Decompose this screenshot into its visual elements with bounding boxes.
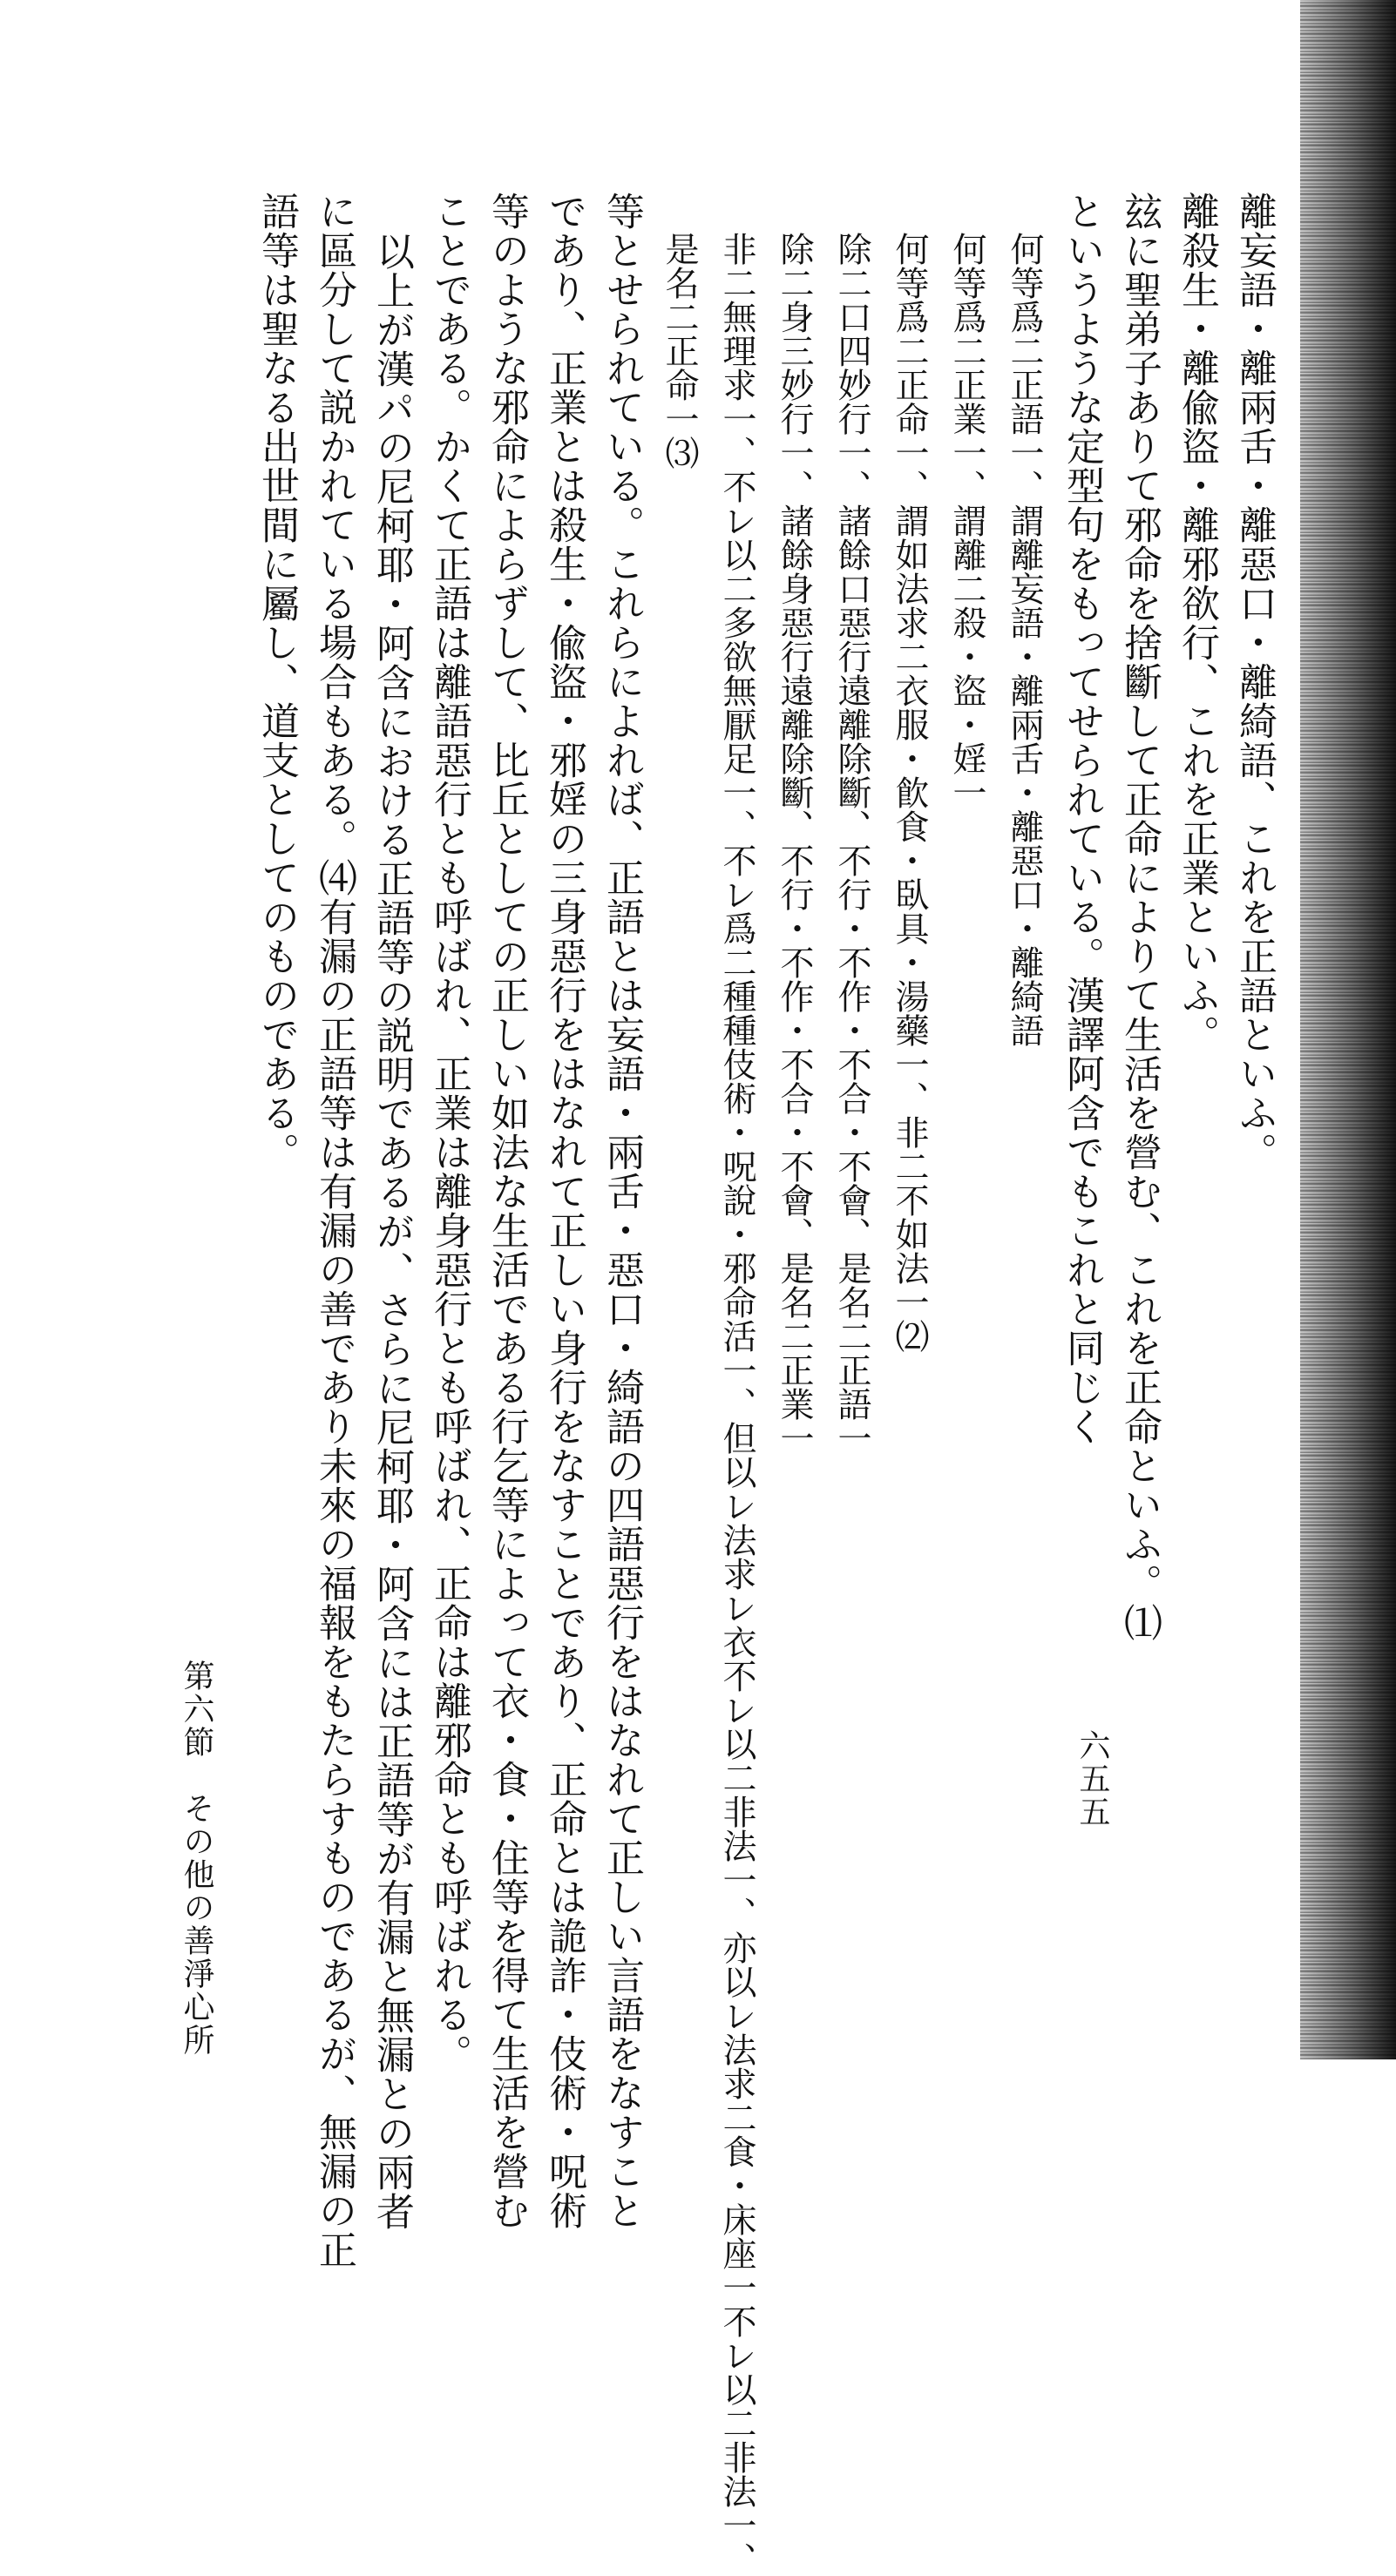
text-line: であり、正業とは殺生・偸盜・邪婬の三身惡行をはなれて正しい身行をなすことであり、正命とは詭詐・伎術・呪術 [542,192,586,2230]
kanbun-line: 非二無理求一、不レ以二多欲無厭足一、不レ爲二種種伎術・呪說・邪命活一、但以レ法求レ衣不レ以二非法一、亦以レ法求二食・床座一不レ以二非法一、 [717,232,756,2576]
kanbun-line: 何等爲二正業一、謂離二殺・盜・婬一 [947,232,986,809]
body-text [247,192,1283,2576]
kanbun-line: 何等爲二正語一、謂離妄語・離兩舌・離惡口・離綺語 [1005,232,1044,1047]
kanbun-line: 除二口四妙行一、諸餘口惡行遠離除斷、不行・不作・不合・不會、是名二正語一 [832,232,871,1455]
scan-edge-noise [1300,0,1396,2059]
text-line: 離殺生・離偸盜・離邪欲行、これを正業といふ。 [1175,192,1219,1054]
text-line: 等とせられている。これらによれば、正語とは妄語・兩舌・惡口・綺語の四語惡行をはなれて正しい言語をなすこと [600,192,644,2230]
kanbun-line: 何等爲二正命一、謂如法求二衣服・飮食・臥具・湯藥一、非二不如法一⑵ [890,232,929,1353]
text-line: というような定型句をもってせられている。漢譯阿含でもこれと同じく [1060,192,1104,1446]
text-line: に區分して説かれている場合もある。⑷有漏の正語等は有漏の善であり未來の福報をもたらすものであるが、無漏の正 [312,192,356,2269]
text-line: 語等は聖なる出世間に屬し、道支としてのものである。 [254,192,299,1172]
running-footer: 第六節 その他の善淨心所 [179,1660,214,2057]
paragraph-start-line: 以上が漢パの尼柯耶・阿含における正語等の説明であるが、さらに尼柯耶・阿含には正語等が有漏と無漏との兩者 [369,232,414,2231]
text-line: 等のような邪命によらずして、比丘としての正しい如法な生活である行乞等によって衣・食・住等を得て生活を營む [485,192,529,2230]
text-line: ことである。かくて正語は離語惡行とも呼ばれ、正業は離身惡行とも呼ばれ、正命は離邪命とも呼ばれる。 [427,192,471,2073]
text-line: 玆に聖弟子ありて邪命を捨斷して正命によりて生活を營む、これを正命といふ。⑴ [1117,192,1162,1642]
kanbun-line: 除二身三妙行一、諸餘身惡行遠離除斷、不行・不作・不合・不會、是名二正業一 [775,232,814,1455]
text-line: 離妄語・離兩舌・離惡口・離綺語、これを正語といふ。 [1232,192,1277,1172]
page-number: 六五五 [1074,1729,1110,1829]
kanbun-line: 是名二正命一⑶ [660,232,699,470]
